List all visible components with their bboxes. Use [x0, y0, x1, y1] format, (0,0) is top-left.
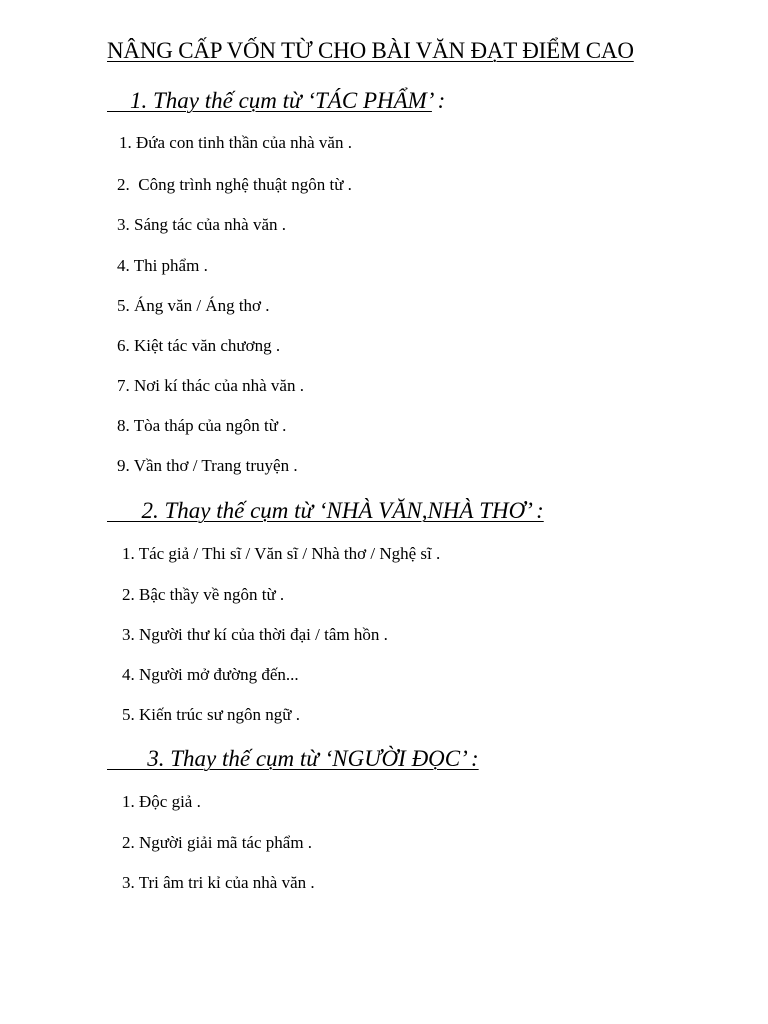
list-item: 4. Thi phẩm .	[117, 256, 208, 275]
list-item: 2. Bậc thầy về ngôn từ .	[122, 585, 285, 604]
list-item: 9. Vần thơ / Trang truyện .	[117, 456, 298, 475]
list-item: 1. Tác giả / Thi sĩ / Văn sĩ / Nhà thơ / Nghệ sĩ .	[122, 544, 441, 563]
list-item: 3. Sáng tác của nhà văn .	[117, 215, 286, 234]
list-item: 7. Nơi kí thác của nhà văn .	[117, 376, 304, 395]
section-heading-1	[107, 86, 445, 116]
section-heading-2	[107, 496, 544, 526]
list-item: 6. Kiệt tác văn chương .	[117, 336, 281, 355]
list-item: 5. Áng văn / Áng thơ .	[117, 296, 270, 315]
section-heading-suffix: :	[431, 88, 446, 113]
list-item: 2. Người giải mã tác phẩm .	[122, 833, 313, 852]
list-item: 1. Đứa con tinh thần của nhà văn .	[119, 133, 352, 152]
section-heading-3	[107, 744, 479, 774]
list-item: 5. Kiến trúc sư ngôn ngữ .	[122, 705, 301, 724]
section-heading-text: 2. Thay thế cụm từ ‘NHÀ VĂN,NHÀ THƠ’ :	[107, 498, 544, 523]
document-title: NÂNG CẤP VỐN TỪ CHO BÀI VĂN ĐẠT ĐIỂM CAO	[107, 38, 634, 63]
list-item: 3. Người thư kí của thời đại / tâm hồn .	[122, 625, 388, 644]
list-item: 8. Tòa tháp của ngôn từ .	[117, 416, 287, 435]
list-item: 2. Công trình nghệ thuật ngôn từ .	[117, 175, 352, 194]
list-item: 4. Người mở đường đến...	[122, 665, 299, 684]
section-heading-text: 3. Thay thế cụm từ ‘NGƯỜI ĐỌC’ :	[107, 746, 479, 771]
list-item: 3. Tri âm tri kỉ của nhà văn .	[122, 873, 315, 892]
list-item: 1. Độc giả .	[122, 792, 201, 811]
section-heading-text: 1. Thay thế cụm từ ‘TÁC PHẨM’	[107, 88, 432, 113]
